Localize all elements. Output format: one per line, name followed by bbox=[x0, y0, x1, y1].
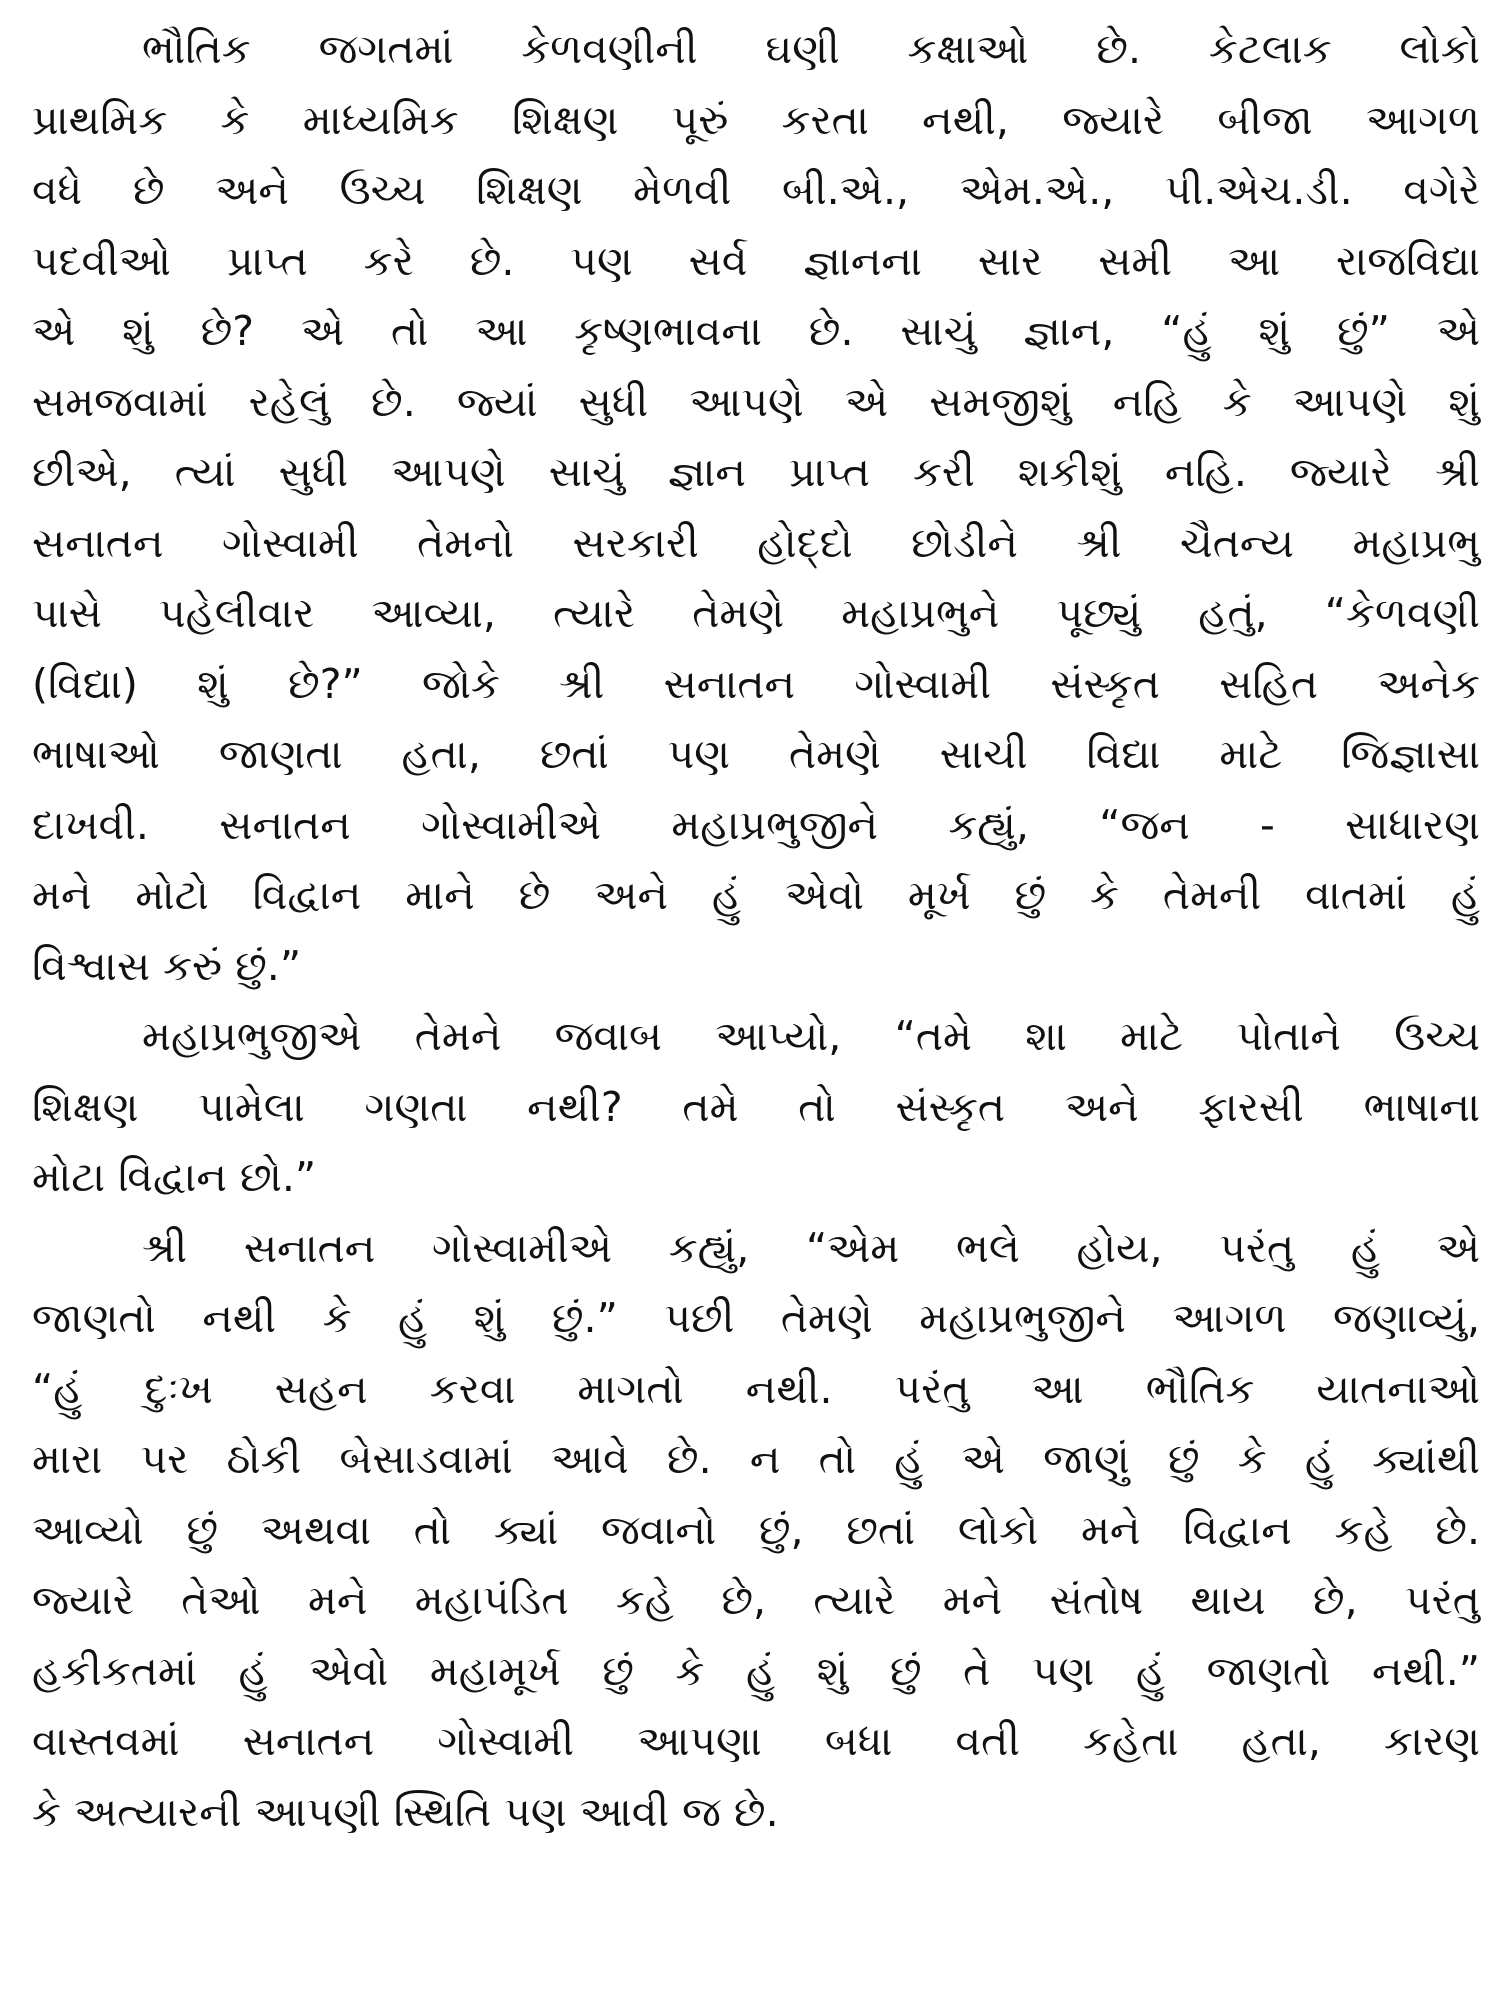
text-line: પદવીઓ પ્રાપ્ત કરે છે. પણ સર્વ જ્ઞાનના સાર સમી આ રાજવિદ્યા bbox=[32, 236, 1480, 285]
text-line: ભાષાઓ જાણતા હતા, છતાં પણ તેમણે સાચી વિદ્યા માટે જિજ્ઞાસા bbox=[32, 730, 1480, 778]
text-line: “હું દુઃખ સહન કરવા માગતો નથી. પરંતુ આ ભૌતિક યાતનાઓ bbox=[32, 1364, 1480, 1413]
text-line: વધે છે અને ઉચ્ચ શિક્ષણ મેળવી બી.એ., એમ.એ., પી.એચ.ડી. વગેરે bbox=[32, 166, 1480, 214]
text-line: (વિદ્યા) શું છે?” જોકે શ્રી સનાતન ગોસ્વામી સંસ્કૃત સહિત અનેક bbox=[32, 659, 1480, 708]
text-line: જાણતો નથી કે હું શું છું.” પછી તેમણે મહાપ્રભુજીને આગળ જણાવ્યું, bbox=[32, 1294, 1480, 1342]
text-line: મહાપ્રભુજીએ તેમને જવાબ આપ્યો, “તમે શા માટે પોતાને ઉચ્ચ bbox=[142, 1012, 1480, 1060]
text-line: સનાતન ગોસ્વામી તેમનો સરકારી હોદ્દો છોડીને શ્રી ચૈતન્ય મહાપ્રભુ bbox=[32, 518, 1480, 567]
text-line: કે અત્યારની આપણી સ્થિતિ પણ આવી જ છે. bbox=[32, 1787, 779, 1836]
text-line: મને મોટો વિદ્વાન માને છે અને હું એવો મૂર્ખ છું કે તેમની વાતમાં હું bbox=[32, 871, 1480, 919]
text-line: એ શું છે? એ તો આ કૃષ્ણભાવના છે. સાચું જ્ઞાન, “હું શું છું” એ bbox=[32, 307, 1480, 355]
text-line: છીએ, ત્યાં સુધી આપણે સાચું જ્ઞાન પ્રાપ્ત કરી શકીશું નહિ. જ્યારે શ્રી bbox=[32, 448, 1480, 496]
text-line: પ્રાથમિક કે માધ્યમિક શિક્ષણ પૂરું કરતા નથી, જ્યારે બીજા આગળ bbox=[32, 95, 1480, 144]
text-line: વિશ્વાસ કરું છું.” bbox=[32, 941, 302, 990]
body-text bbox=[32, 14, 1480, 1847]
text-line: મારા પર ઠોકી બેસાડવામાં આવે છે. ન તો હું એ જાણું છું કે હું ક્યાંથી bbox=[32, 1435, 1480, 1483]
text-line: સમજવામાં રહેલું છે. જ્યાં સુધી આપણે એ સમજીશું નહિ કે આપણે શું bbox=[32, 377, 1480, 426]
text-line: શિક્ષણ પામેલા ગણતા નથી? તમે તો સંસ્કૃત અને ફારસી ભાષાના bbox=[32, 1082, 1480, 1131]
text-line: શ્રી સનાતન ગોસ્વામીએ કહ્યું, “એમ ભલે હોય, પરંતુ હું એ bbox=[142, 1223, 1480, 1272]
text-line: દાખવી. સનાતન ગોસ્વામીએ મહાપ્રભુજીને કહ્યું, “જન - સાધારણ bbox=[32, 800, 1480, 849]
text-line: ભૌતિક જગતમાં કેળવણીની ઘણી કક્ષાઓ છે. કેટલાક લોકો bbox=[142, 25, 1480, 73]
text-line: મોટા વિદ્વાન છો.” bbox=[32, 1153, 317, 1201]
text-line: વાસ્તવમાં સનાતન ગોસ્વામી આપણા બધા વતી કહેતા હતા, કારણ bbox=[32, 1717, 1480, 1765]
text-line: આવ્યો છું અથવા તો ક્યાં જવાનો છું, છતાં લોકો મને વિદ્વાન કહે છે. bbox=[32, 1505, 1480, 1554]
text-line: પાસે પહેલીવાર આવ્યા, ત્યારે તેમણે મહાપ્રભુને પૂછ્યું હતું, “કેળવણી bbox=[32, 589, 1480, 637]
text-line: જ્યારે તેઓ મને મહાપંડિત કહે છે, ત્યારે મને સંતોષ થાય છે, પરંતુ bbox=[32, 1576, 1480, 1624]
text-line: હકીકતમાં હું એવો મહામૂર્ખ છું કે હું શું છું તે પણ હું જાણતો નથી.” bbox=[32, 1646, 1480, 1695]
